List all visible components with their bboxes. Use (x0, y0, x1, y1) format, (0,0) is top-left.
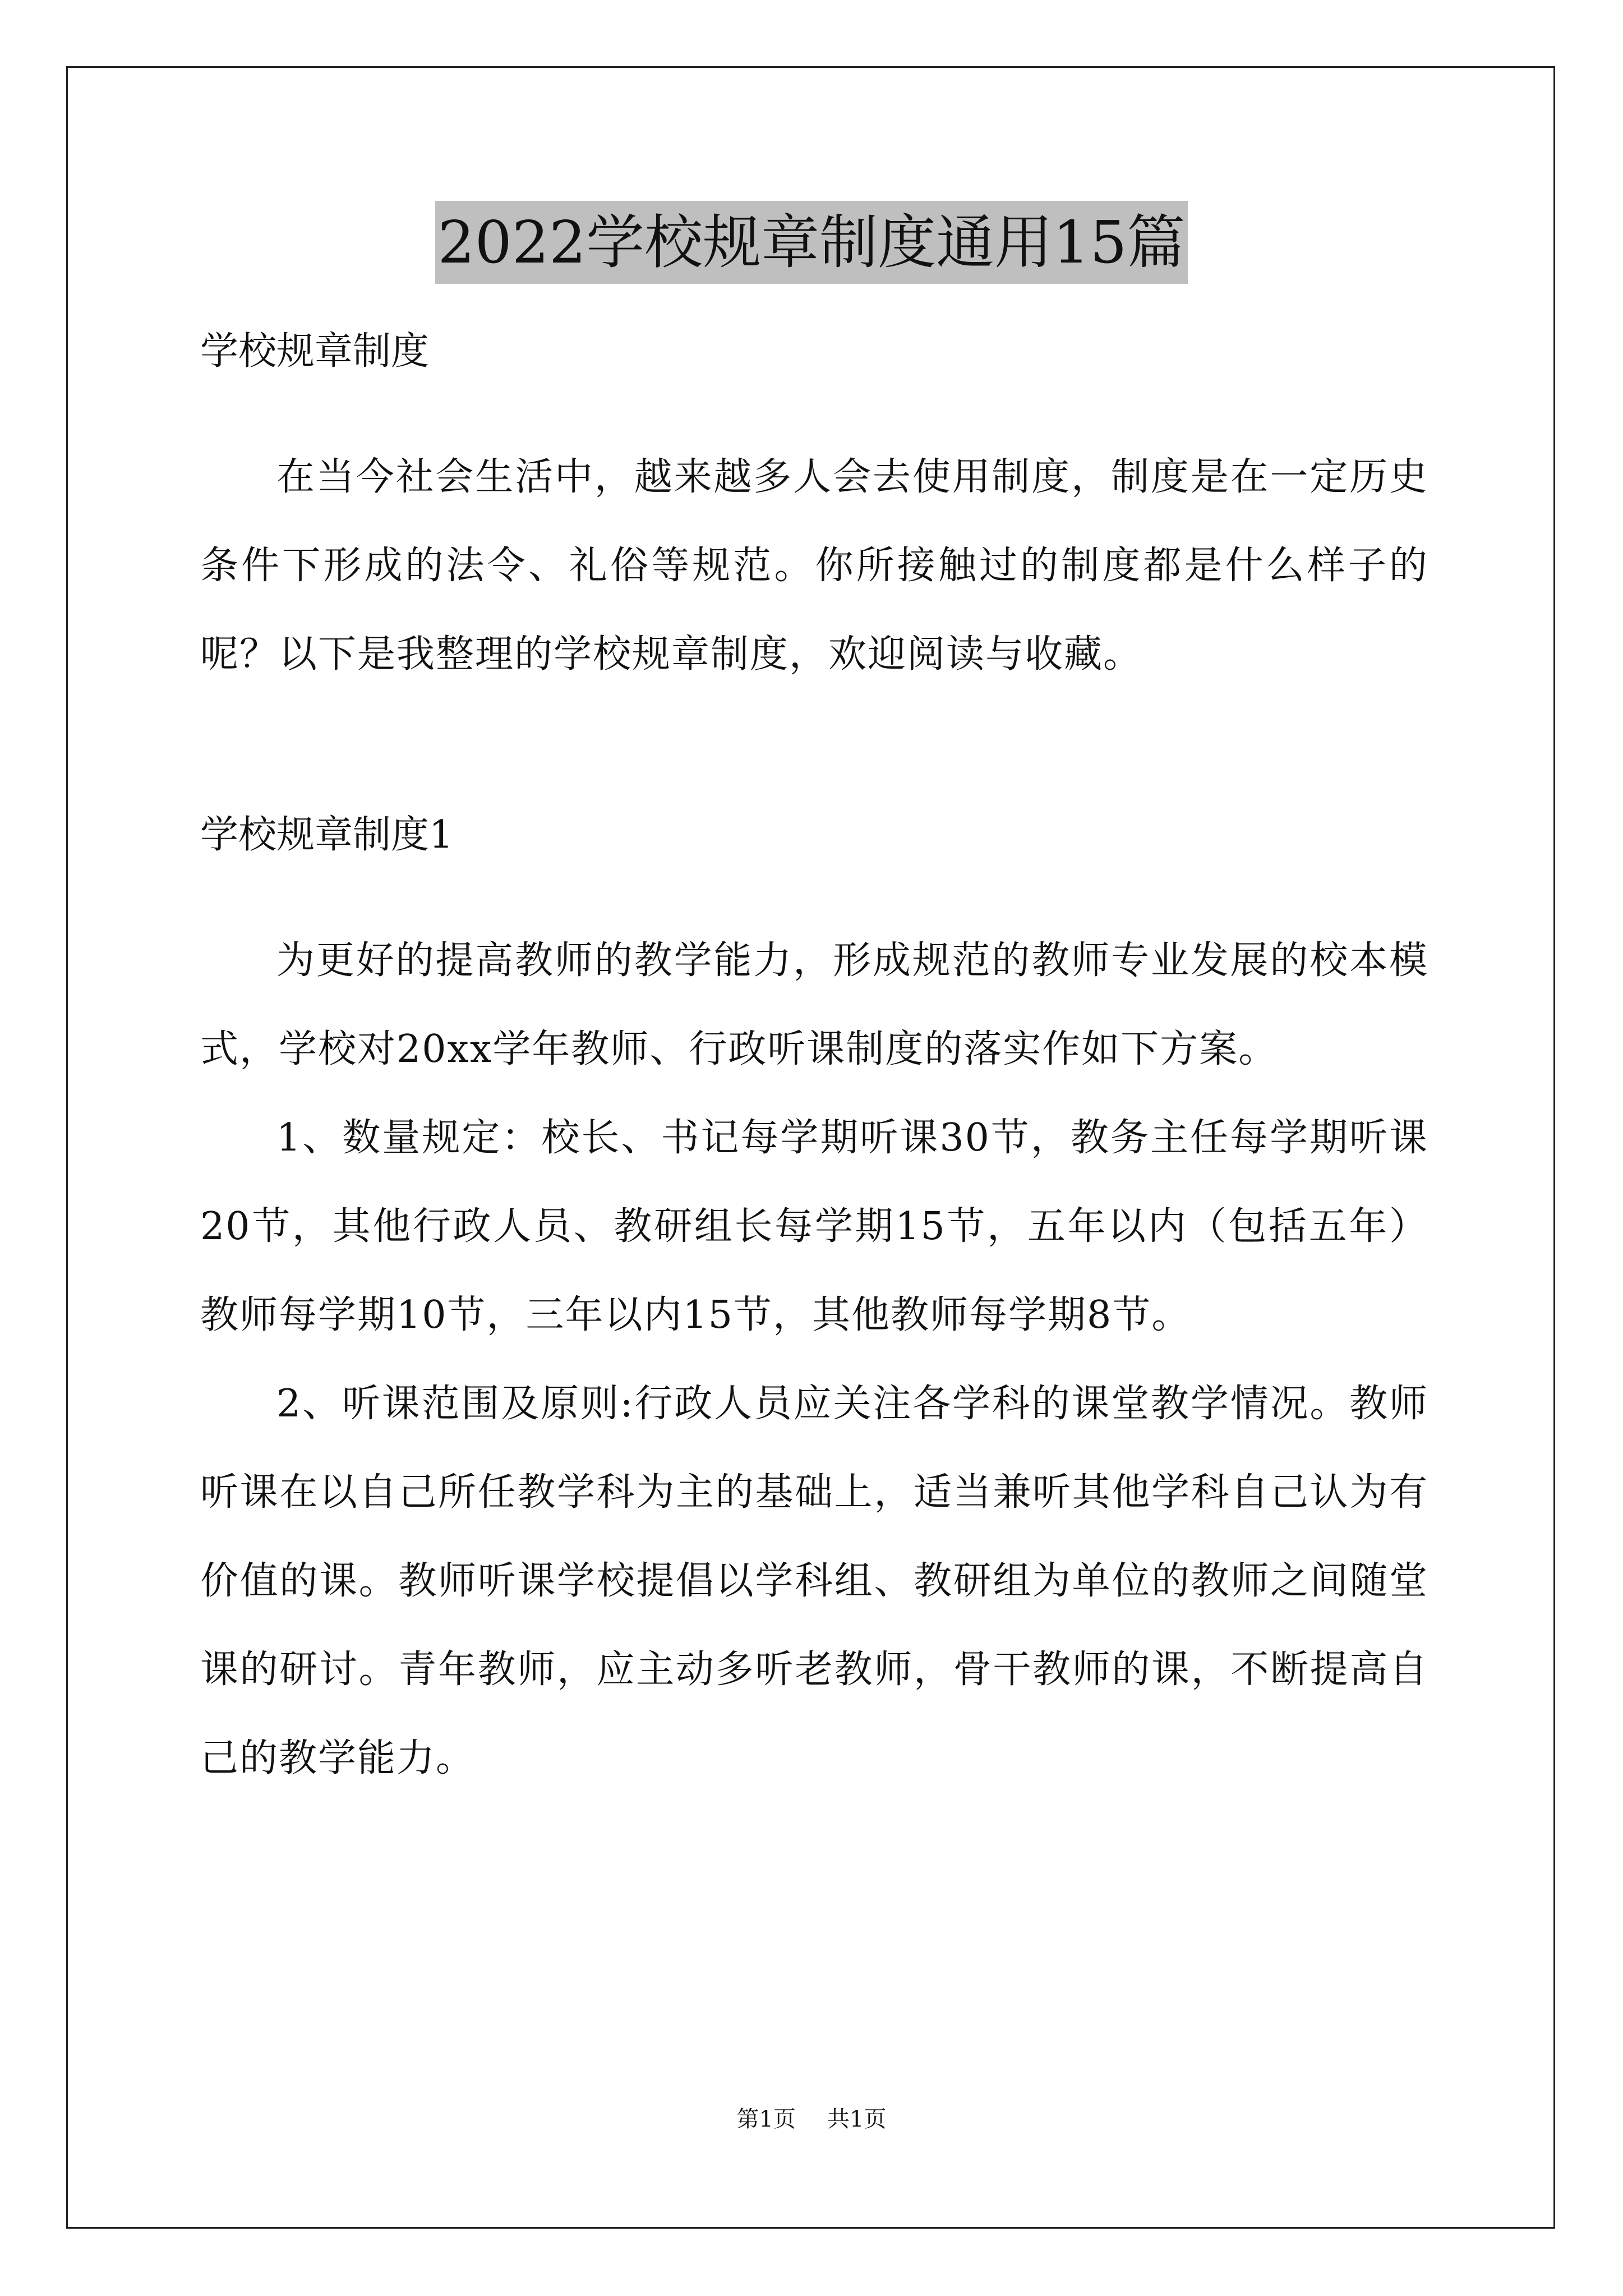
page-footer (0, 2102, 1623, 2136)
spacer (200, 396, 1428, 433)
section-heading: 学校规章制度1 (200, 813, 454, 857)
body-paragraph: 为更好的提高教师的教学能力，形成规范的教师专业发展的校本模式，学校对20xx学年教师、行政听课制度的落实作如下方案。 (200, 938, 1428, 1071)
page-total: 共1页 (827, 2106, 887, 2132)
title-wrap (0, 201, 1623, 284)
document-title: 2022学校规章制度通用15篇 (435, 201, 1187, 284)
page-number: 第1页 (736, 2106, 796, 2132)
spacer (200, 880, 1428, 917)
body-paragraph: 2、听课范围及原则:行政人员应关注各学科的课堂教学情况。教师听课在以自己所任教学科为主的基础上，适当兼听其他学科自己认为有价值的课。教师听课学校提倡以学科组、教研组为单位的教师之间随堂课的研讨。青年教师，应主动多听老教师，骨干教师的课，不断提高自己的教学能力。 (200, 1382, 1428, 1780)
spacer (200, 699, 1428, 791)
intro-heading: 学校规章制度 (200, 329, 430, 374)
document-body (200, 307, 1428, 1803)
body-paragraph: 1、数量规定：校长、书记每学期听课30节，教务主任每学期听课20节，其他行政人员、教研组长每学期15节，五年以内（包括五年）教师每学期10节，三年以内15节，其他教师每学期8节。 (200, 1116, 1428, 1337)
intro-paragraph: 在当今社会生活中，越来越多人会去使用制度，制度是在一定历史条件下形成的法令、礼俗等规范。你所接触过的制度都是什么样子的呢？以下是我整理的学校规章制度，欢迎阅读与收藏。 (200, 455, 1428, 677)
